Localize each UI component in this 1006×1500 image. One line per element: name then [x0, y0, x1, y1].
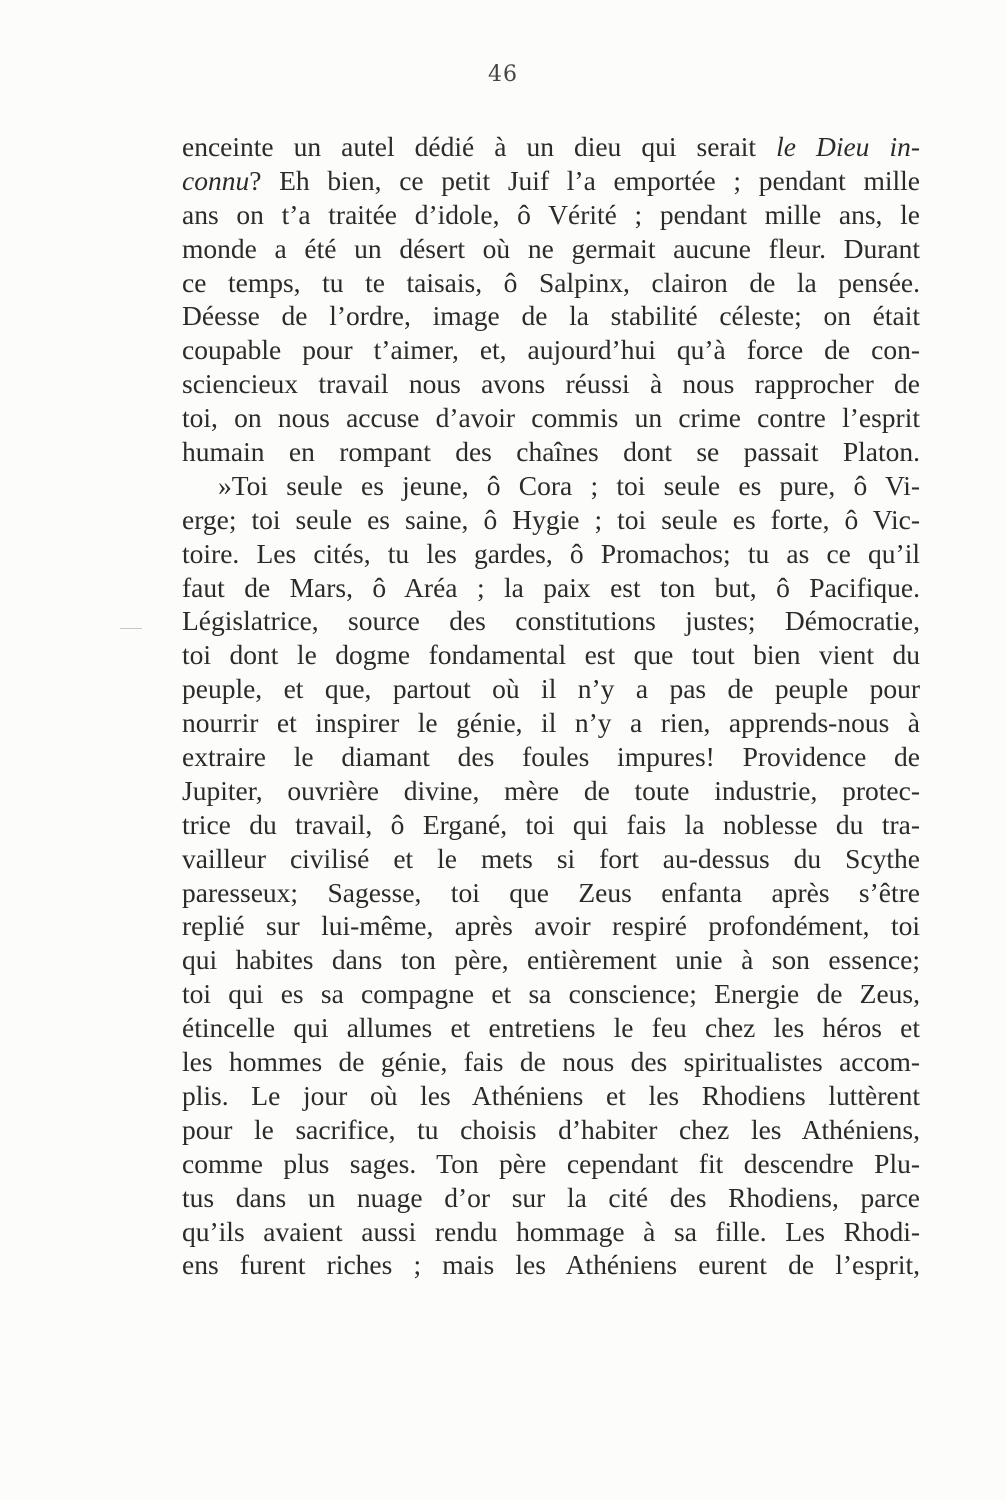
text-line: Déesse de l’ordre, image de la stabilité céleste; on était	[182, 300, 920, 332]
text-line: toi qui es sa compagne et sa conscience; Energie de Zeus,	[182, 978, 920, 1010]
text-line: replié sur lui-même, après avoir respiré profondément, toi	[182, 910, 920, 942]
text-line: faut de Mars, ô Aréa ; la paix est ton but, ô Pacifique.	[182, 571, 920, 603]
text-line: coupable pour t’aimer, et, aujourd’hui qu’à force de con-	[182, 334, 920, 366]
text-line: ens furent riches ; mais les Athéniens eurent de l’esprit,	[182, 1249, 920, 1281]
text-line: humain en rompant des chaînes dont se passait Platon.	[182, 436, 920, 468]
text-line: paresseux; Sagesse, toi que Zeus enfanta après s’être	[182, 876, 920, 908]
text-line: vailleur civilisé et le mets si fort au-dessus du Scythe	[182, 842, 920, 874]
text-line: toi dont le dogme fondamental est que tout bien vient du	[182, 639, 920, 671]
text-line: enceinte un autel dédié à un dieu qui serait le Dieu in-	[182, 131, 920, 162]
text-line: tus dans un nuage d’or sur la cité des Rhodiens, parce	[182, 1181, 920, 1213]
text-line: Législatrice, source des constitutions justes; Démocratie,	[182, 605, 920, 637]
text-line: connu? Eh bien, ce petit Juif l’a emportée ; pendant mille	[182, 164, 920, 196]
text-line: qui habites dans ton père, entièrement unie à son essence;	[182, 944, 920, 976]
text-line: les hommes de génie, fais de nous des spiritualistes accom-	[182, 1046, 920, 1078]
text-line: ce temps, tu te taisais, ô Salpinx, clairon de la pensée.	[182, 266, 920, 298]
text-line: comme plus sages. Ton père cependant fit descendre Plu-	[182, 1147, 920, 1179]
body-text	[182, 130, 920, 1282]
text-line: toi, on nous accuse d’avoir commis un crime contre l’esprit	[182, 402, 920, 434]
text-line: étincelle qui allumes et entretiens le feu chez les héros et	[182, 1012, 920, 1044]
text-line: monde a été un désert où ne germait aucune fleur. Durant	[182, 232, 920, 264]
text-line: qu’ils avaient aussi rendu hommage à sa fille. Les Rhodi-	[182, 1215, 920, 1247]
text-line: Jupiter, ouvrière divine, mère de toute industrie, protec-	[182, 774, 920, 806]
text-line: ans on t’a traitée d’idole, ô Vérité ; pendant mille ans, le	[182, 198, 920, 230]
text-line: erge; toi seule es saine, ô Hygie ; toi seule es forte, ô Vic-	[182, 503, 920, 535]
text-line: toire. Les cités, tu les gardes, ô Promachos; tu as ce qu’il	[182, 537, 920, 569]
text-line: sciencieux travail nous avons réussi à nous rapprocher de	[182, 368, 920, 400]
text-line: extraire le diamant des foules impures! Providence de	[182, 741, 920, 773]
text-line: trice du travail, ô Ergané, toi qui fais la noblesse du tra-	[182, 808, 920, 840]
text-line: plis. Le jour où les Athéniens et les Rhodiens luttèrent	[182, 1079, 920, 1111]
text-line: peuple, et que, partout où il n’y a pas de peuple pour	[182, 673, 920, 705]
text-line: pour le sacrifice, tu choisis d’habiter chez les Athéniens,	[182, 1113, 920, 1145]
page-number: 46	[488, 62, 518, 87]
text-line: nourrir et inspirer le génie, il n’y a rien, apprends-nous à	[182, 707, 920, 739]
margin-mark	[120, 628, 142, 629]
text-line: »Toi seule es jeune, ô Cora ; toi seule es pure, ô Vi-	[218, 469, 920, 501]
